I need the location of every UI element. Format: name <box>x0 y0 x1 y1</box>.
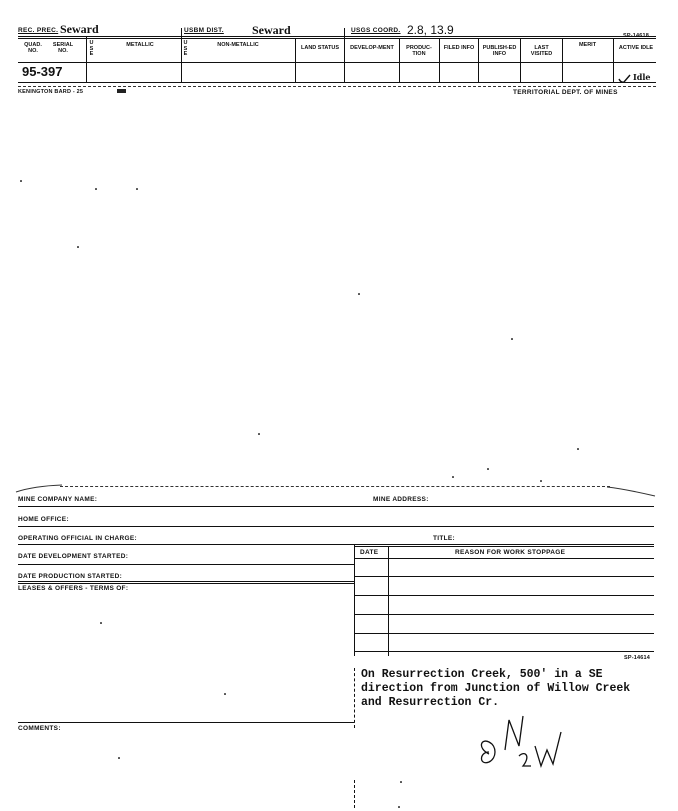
table-row-rule <box>354 595 654 596</box>
column-header-rule <box>18 62 656 63</box>
check-mark-icon <box>618 74 632 84</box>
scan-speck <box>540 480 542 482</box>
col-divider <box>86 36 87 82</box>
dept-name: TERRITORIAL DEPT. OF MINES <box>513 89 618 96</box>
date-column-header: DATE <box>360 549 379 556</box>
form-rule <box>354 558 654 559</box>
record-row-rule <box>18 82 656 83</box>
col-production: PRODUC-TION <box>406 45 432 57</box>
rec-prec-value: Seward <box>60 22 99 36</box>
header-rule <box>18 36 656 37</box>
scan-speck <box>118 757 120 759</box>
scan-speck <box>400 781 402 783</box>
form-rule <box>18 506 654 507</box>
scan-speck <box>398 806 400 808</box>
form-rule <box>18 581 354 582</box>
col-divider <box>439 38 440 82</box>
form-rule <box>18 526 654 527</box>
comments-label: COMMENTS: <box>18 725 61 732</box>
scan-speck <box>20 180 22 182</box>
col-divider <box>295 38 296 82</box>
col-divider <box>478 38 479 82</box>
mine-address-label: MINE ADDRESS: <box>373 496 429 503</box>
scan-speck <box>224 693 226 695</box>
col-divider <box>613 38 614 82</box>
form-rule <box>354 546 654 547</box>
leases-offers-label: LEASES & OFFERS - TERMS OF: <box>18 585 129 592</box>
col-divider <box>181 28 182 82</box>
printer-mark-icon <box>117 89 126 93</box>
col-merit: MERIT <box>578 42 597 48</box>
perforation-line <box>18 86 656 87</box>
reason-column-header: REASON FOR WORK STOPPAGE <box>455 549 566 556</box>
header-rule-2 <box>18 38 656 39</box>
col-development: DEVELOP-MENT <box>350 45 394 51</box>
form-rule <box>18 583 354 584</box>
usgs-coord-label: USGS COORD. <box>351 27 401 34</box>
operating-official-label: OPERATING OFFICIAL IN CHARGE: <box>18 535 137 542</box>
quad-serial-value: 95-397 <box>22 64 63 79</box>
table-row-rule <box>354 614 654 615</box>
location-line-2: direction from Junction of Willow Creek <box>361 682 631 695</box>
col-uses-1: U S E <box>89 40 94 57</box>
usbm-dist-value: Seward <box>252 23 291 37</box>
date-development-started-label: DATE DEVELOPMENT STARTED: <box>18 553 129 560</box>
col-quad-no: QUAD. NO. <box>24 42 42 54</box>
scan-curve-left <box>14 483 64 493</box>
scan-speck <box>452 476 454 478</box>
col-divider <box>562 38 563 82</box>
table-divider <box>354 544 355 656</box>
perforation-line-2 <box>60 486 610 487</box>
scan-speck <box>358 293 360 295</box>
col-last-visited: LAST VISITED <box>530 45 553 57</box>
usbm-dist-label: USBM DIST. <box>184 27 224 34</box>
col-divider <box>520 38 521 82</box>
form-rule <box>18 722 354 723</box>
col-divider <box>344 28 345 82</box>
table-row-rule <box>354 633 654 634</box>
col-published-info: PUBLISH-ED INFO <box>482 45 517 57</box>
location-line-1: On Resurrection Creek, 500' in a SE <box>361 668 603 681</box>
handwritten-coordinates <box>475 712 570 782</box>
scan-speck <box>258 433 260 435</box>
margin-line <box>354 780 355 808</box>
col-land-status: LAND STATUS <box>301 45 339 51</box>
scan-speck <box>95 188 97 190</box>
form-number-2: SP-14614 <box>624 655 651 661</box>
col-active-idle: ACTIVE IDLE <box>618 45 654 51</box>
scan-speck <box>136 188 138 190</box>
mine-company-name-label: MINE COMPANY NAME: <box>18 496 98 503</box>
col-metallic: METALLIC <box>126 42 154 48</box>
col-filed-info: FILED INFO <box>443 45 475 51</box>
table-row-rule <box>354 576 654 577</box>
form-rule <box>18 564 354 565</box>
col-divider <box>399 38 400 82</box>
rec-prec-label: REC. PREC. <box>18 27 59 34</box>
col-non-metallic: NON-METALLIC <box>217 42 259 48</box>
form-rule <box>18 544 654 545</box>
col-uses-2: U S E <box>183 40 188 57</box>
home-office-label: HOME OFFICE: <box>18 516 69 523</box>
scan-speck <box>487 468 489 470</box>
usgs-coord-value: 2.8, 13.9 <box>407 23 454 37</box>
scan-speck <box>511 338 513 340</box>
table-row-rule <box>354 651 654 652</box>
margin-line <box>354 668 355 728</box>
date-production-started-label: DATE PRODUCTION STARTED: <box>18 573 123 580</box>
scan-curve <box>605 483 657 497</box>
scan-speck <box>77 246 79 248</box>
scan-speck <box>577 448 579 450</box>
title-label: TITLE: <box>433 535 456 542</box>
location-line-3: and Resurrection Cr. <box>361 696 500 709</box>
table-divider <box>388 546 389 656</box>
col-serial-no: SERIAL NO. <box>52 42 74 54</box>
scan-speck <box>100 622 102 624</box>
active-idle-mark: Idle <box>633 72 651 82</box>
printer-credit: KENINGTON BARD - 25 <box>18 89 84 95</box>
form-number: SP-14618 <box>623 33 650 39</box>
